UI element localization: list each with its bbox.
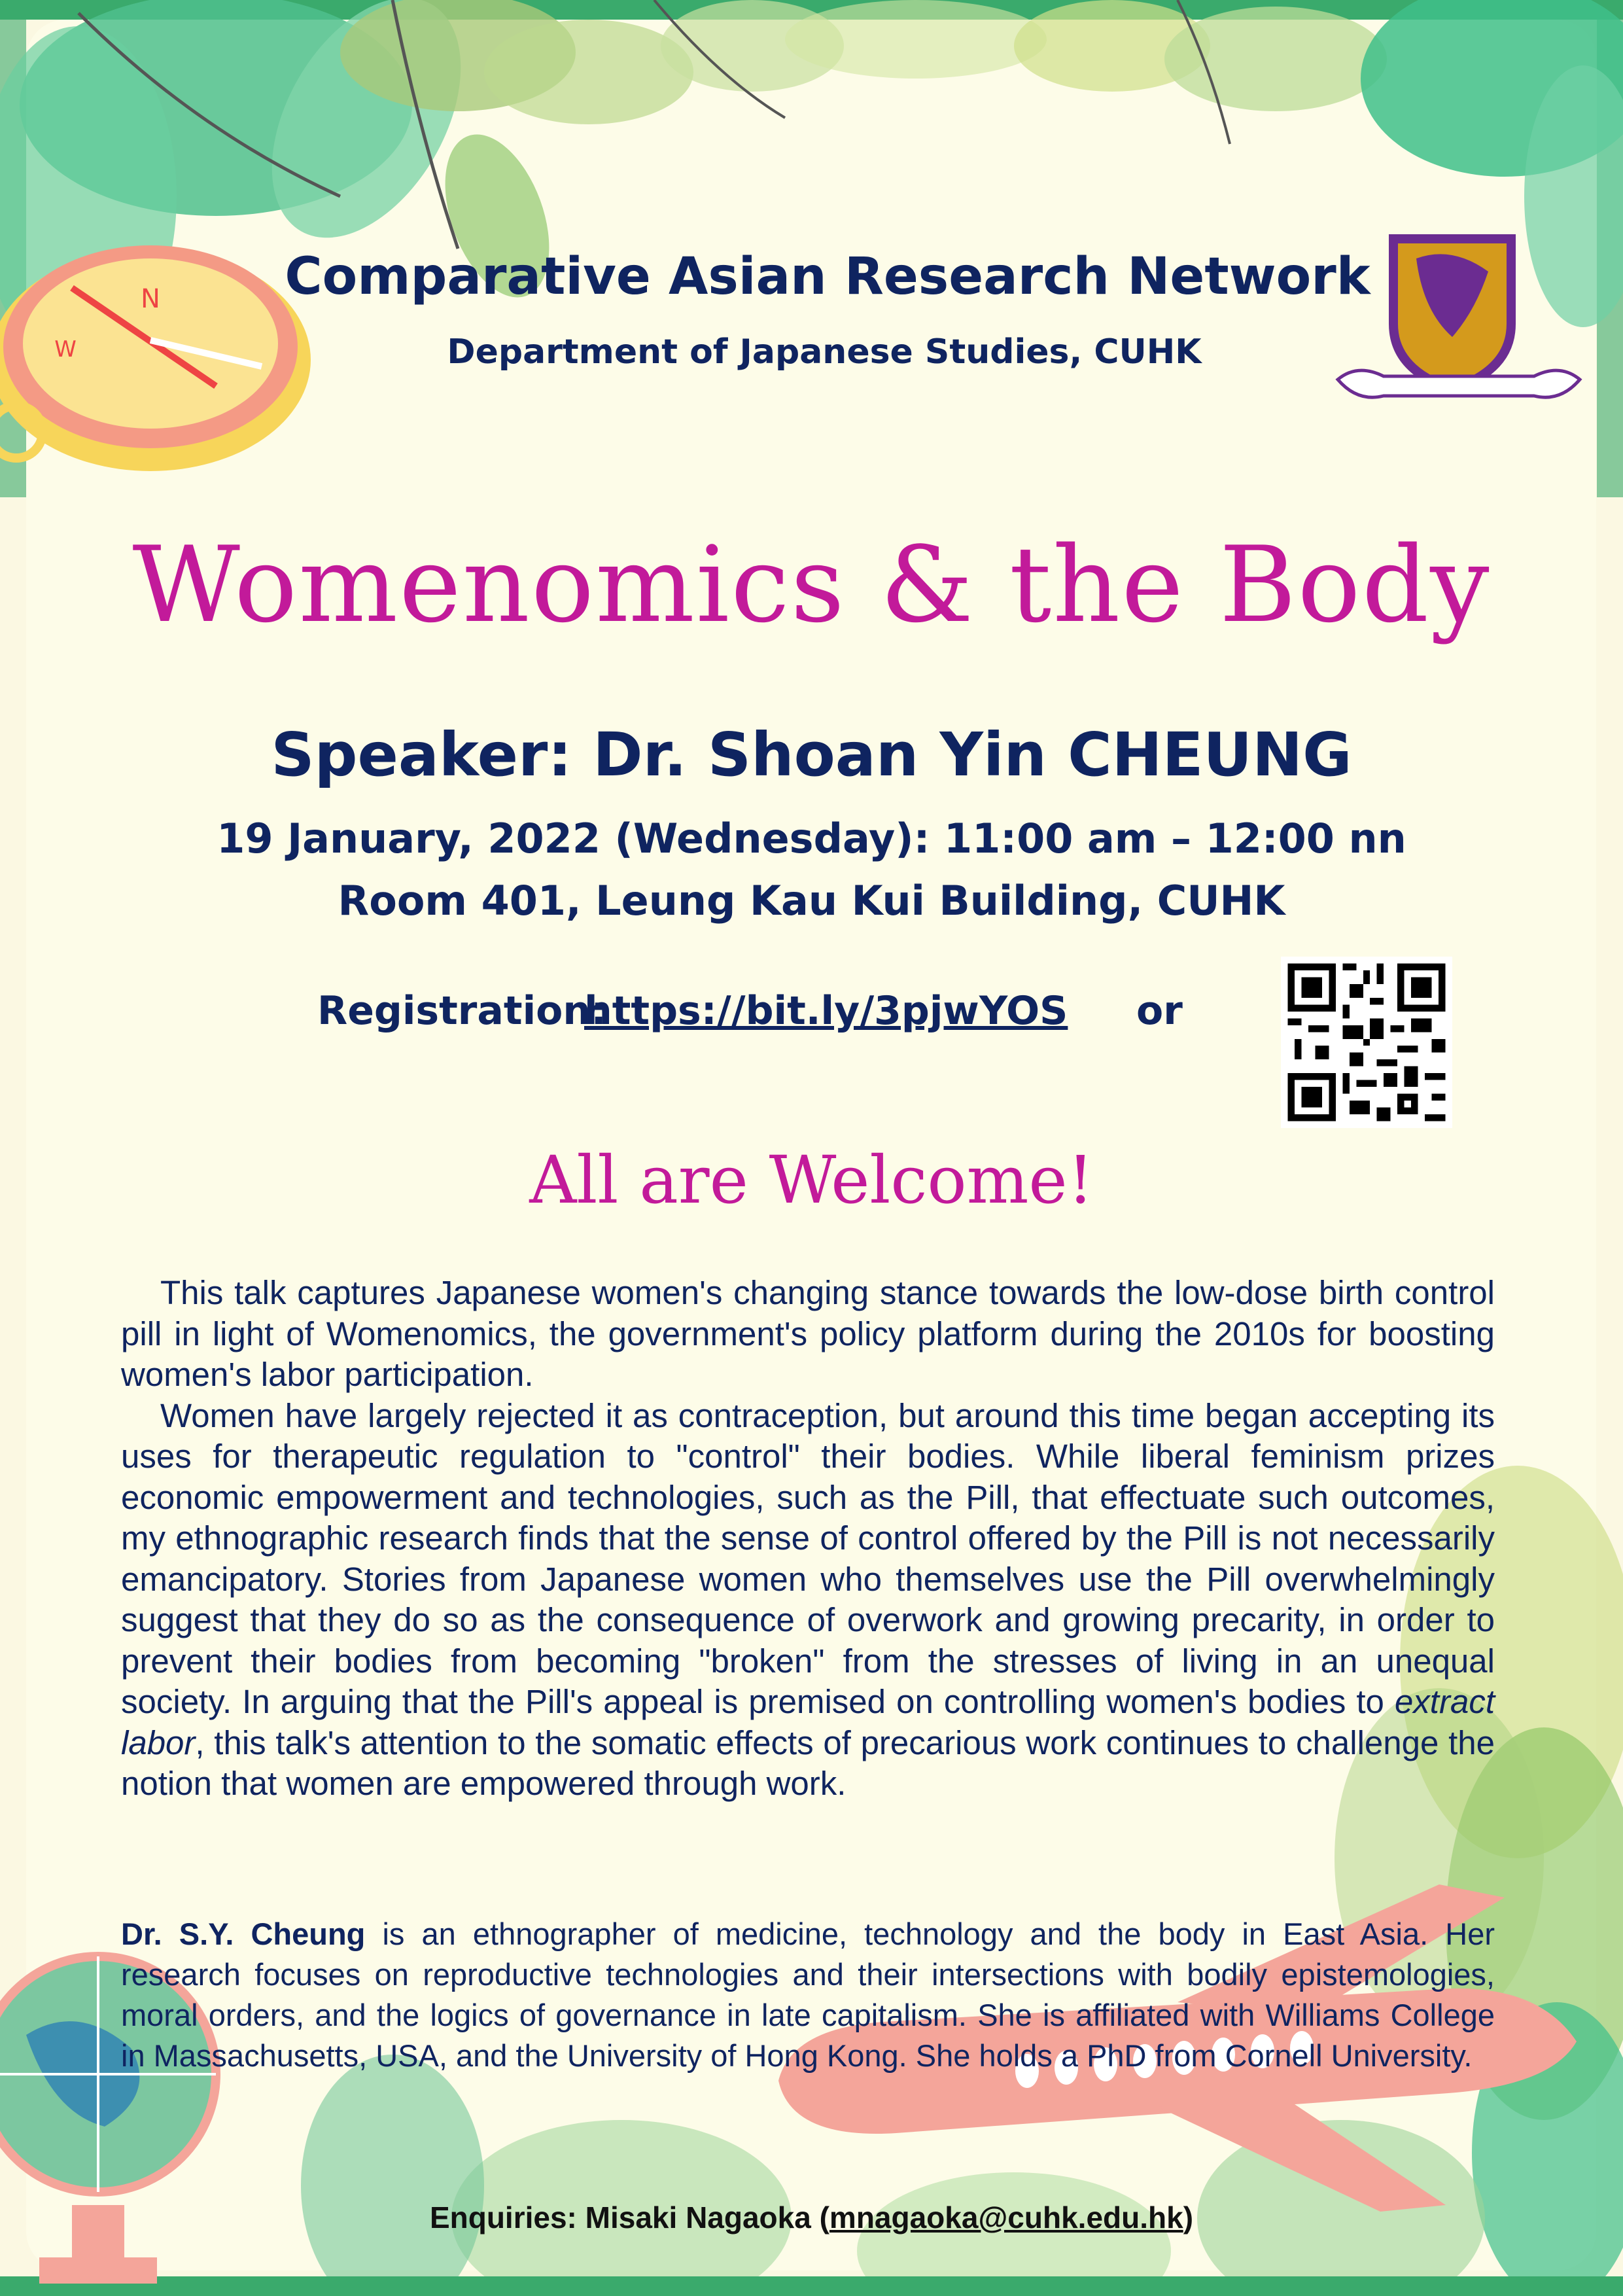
enquiries-email-link[interactable]: mnagaoka@cuhk.edu.hk: [829, 2200, 1183, 2234]
qr-code-icon[interactable]: [1281, 957, 1452, 1128]
department-subheading: Department of Japanese Studies, CUHK: [447, 332, 1202, 372]
datetime-line: 19 January, 2022 (Wednesday): 11:00 am – 12:00 nn: [217, 815, 1406, 862]
abstract-paragraph-2-text: Women have largely rejected it as contraception, but around this time began accepting its uses for therapeutic regulation to "control" their bodies. While liberal feminism prizes economic empowerment and technologies, such as the Pill, that effectuate such outcomes, my ethnographic research finds that the sense of control offered by the Pill is not necessarily emancipatory. Stories from Japanese women who themselves use the Pill overwhelmingly suggest that they do so as the consequence of overwork and growing precarity, in order to prevent their bodies from becoming "broken" from the stresses of living in an unequal society. In arguing that the Pill's appeal is premised on controlling women's bodies to: [121, 1396, 1495, 1720]
svg-text:W: W: [54, 336, 77, 362]
bio-paragraph: [121, 1914, 1495, 2076]
enquiries-suffix: ): [1183, 2200, 1194, 2234]
enquiries-line: [0, 2200, 1623, 2235]
bio-name: Dr. S.Y. Cheung: [121, 1916, 366, 1951]
svg-text:N: N: [141, 284, 160, 314]
welcome-heading: All are Welcome!: [529, 1142, 1094, 1218]
speaker-line: Speaker: Dr. Shoan Yin CHEUNG: [271, 720, 1352, 790]
or-label: or: [1136, 988, 1183, 1034]
abstract-paragraph-2: [121, 1396, 1495, 1805]
registration-link[interactable]: https://bit.ly/3pjwYOS: [584, 988, 1068, 1034]
abstract-paragraph-2-end: , this talk's attention to the somatic effects of precarious work continues to challenge the notion that women are empowered through work.: [121, 1723, 1495, 1802]
speaker-bio: [121, 1914, 1495, 2076]
venue-line: Room 401, Leung Kau Kui Building, CUHK: [338, 877, 1285, 925]
event-title: Womenomics & the Body: [132, 523, 1491, 646]
abstract-italic-phrase: extract labor: [121, 1683, 1495, 1761]
enquiries-prefix: Enquiries: Misaki Nagaoka (: [429, 2200, 829, 2234]
abstract: [121, 1273, 1495, 1805]
abstract-paragraph-1: This talk captures Japanese women's changing stance towards the low-dose birth control pill in light of Womenomics, the government's policy platform during the 2010s for boosting women's labor participation.: [121, 1274, 1495, 1393]
bio-text: is an ethnographer of medicine, technology and the body in East Asia. Her research focuses on reproductive technologies and their intersections with bodily epistemologies, moral orders, and the logics of governance in late capitalism. She is affiliated with Williams College in Massachusetts, USA, and the University of Hong Kong. She holds a PhD from Cornell University.: [121, 1916, 1495, 2073]
registration-label: Registration:: [317, 988, 607, 1034]
network-heading: Comparative Asian Research Network: [285, 247, 1370, 306]
